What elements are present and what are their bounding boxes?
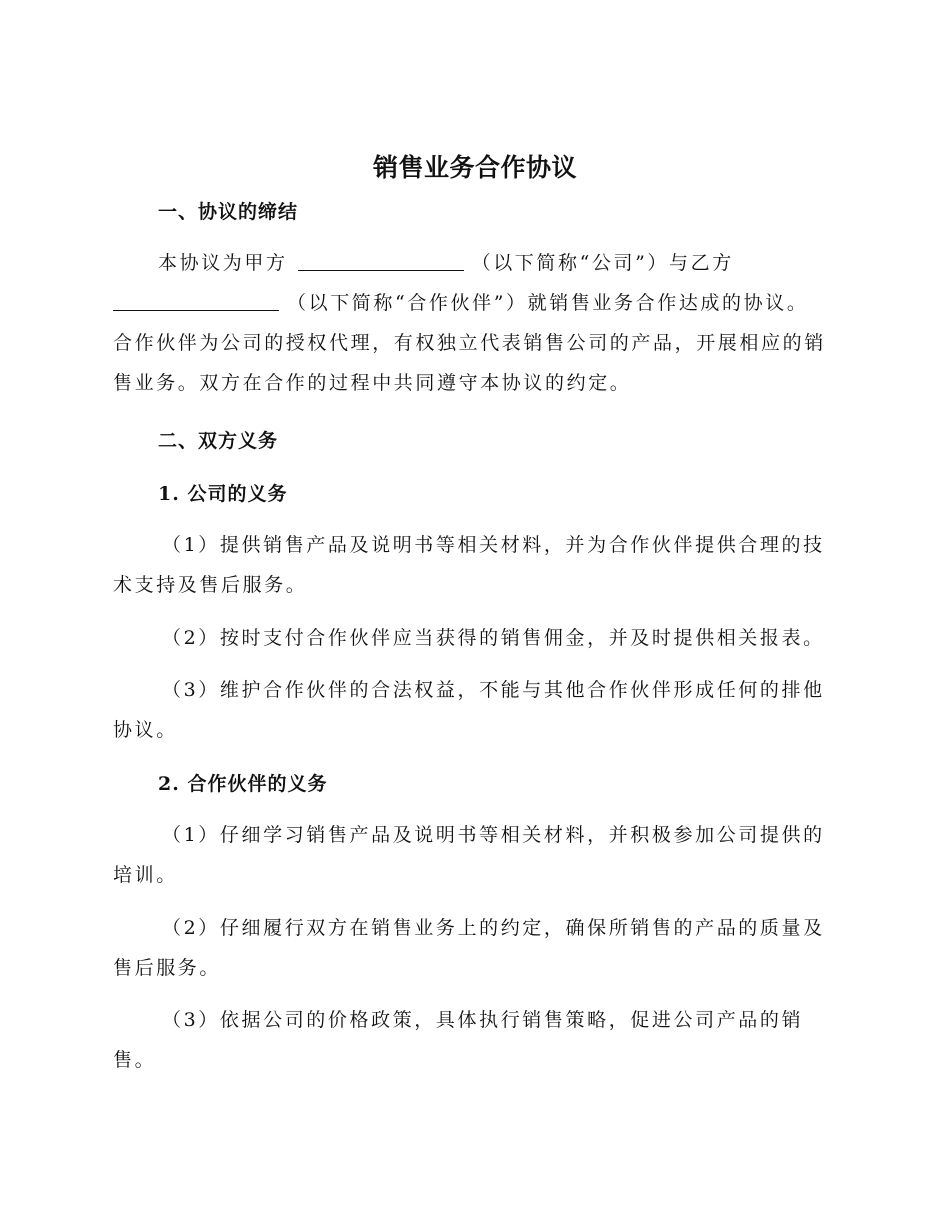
subheading-partner-obligations: 2. 合作伙伴的义务 [158,773,328,795]
partner-obligation-3: （3）依据公司的价格政策，具体执行销售策略，促进公司产品的销售。 [113,1009,804,1071]
partner-obligation-2: （2）仔细履行双方在销售业务上的约定，确保所销售的产品的质量及售后服务。 [113,917,825,979]
subheading-company-obligations: 1. 公司的义务 [158,483,288,505]
company-obligation-1: （1）提供销售产品及说明书等相关材料，并为合作伙伴提供合理的技术支持及售后服务。 [113,534,825,596]
company-obligation-3: （3）维护合作伙伴的合法权益，不能与其他合作伙伴形成任何的排他协议。 [113,679,825,741]
agreement-scope: 合作伙伴为公司的授权代理，有权独立代表销售公司的产品，开展相应的销售业务。双方在合作的过程中共同遵守本协议的约定。 [113,332,826,394]
party-a-blank [298,248,464,271]
section-heading-obligations: 二、双方义务 [158,430,279,452]
partner-obligation-1: （1）仔细学习销售产品及说明书等相关材料，并积极参加公司提供的培训。 [113,824,825,886]
section-heading-agreement: 一、协议的缔结 [158,201,299,223]
company-obligation-2: （2）按时支付合作伙伴应当获得的销售佣金，并及时提供相关报表。 [162,627,825,649]
agreement-line-2 [113,283,833,323]
document-title: 销售业务合作协议 [372,153,577,182]
party-b-blank [113,288,279,311]
agreement-paragraph [113,243,833,403]
partner-definition: （以下简称“合作伙伴”）就销售业务合作达成的协议。 [287,292,809,314]
party-a-label: 本协议为甲方 [158,252,288,274]
party-b-intro: （以下简称“公司”）与乙方 [471,252,734,274]
